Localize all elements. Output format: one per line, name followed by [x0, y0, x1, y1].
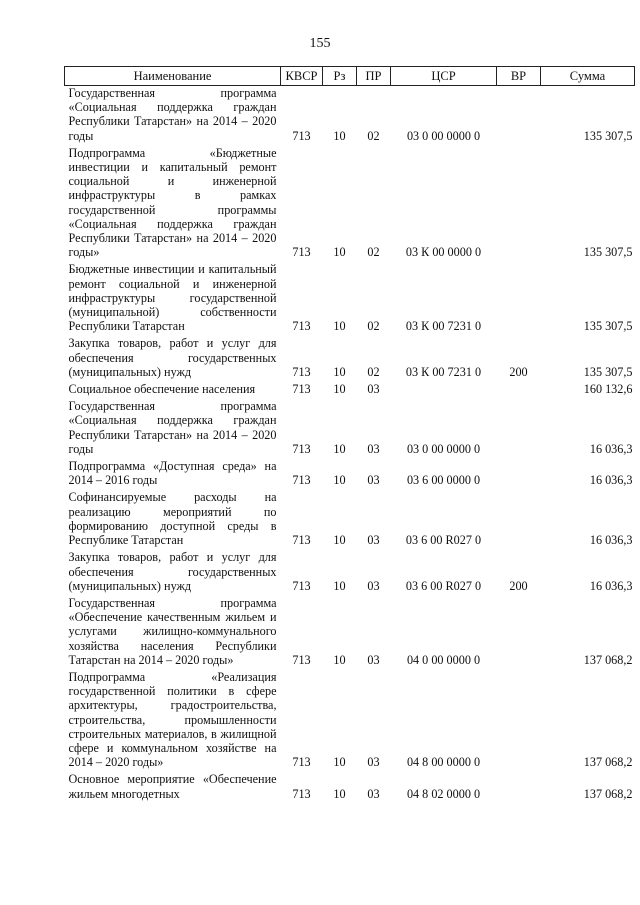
row-csr: 04 8 00 0000 0	[406, 755, 481, 770]
row-vr	[497, 670, 541, 772]
row-sum: 16 036,3	[589, 578, 633, 593]
row-kvsr: 713	[292, 441, 311, 456]
row-rz: 10	[333, 533, 346, 548]
row-vr	[497, 382, 541, 399]
row-vr	[497, 262, 541, 336]
row-rz: 10	[333, 382, 346, 397]
row-name: Закупка товаров, работ и услуг для обеспечения государственных (муниципальных) нужд	[68, 336, 277, 379]
header-sum: Сумма	[541, 67, 635, 86]
row-vr	[497, 86, 541, 146]
row-pr: 03	[367, 578, 380, 593]
row-rz: 10	[333, 441, 346, 456]
header-vr: ВР	[497, 67, 541, 86]
table-row	[65, 262, 635, 336]
row-sum: 135 307,5	[583, 319, 633, 334]
row-rz: 10	[333, 473, 346, 488]
row-sum: 135 307,5	[583, 128, 633, 143]
row-kvsr: 713	[292, 245, 311, 260]
row-name: Подпрограмма «Доступная среда» на 2014 – 2016 годы	[68, 459, 277, 488]
page-number: 155	[309, 36, 331, 51]
table-row	[65, 596, 635, 670]
row-kvsr: 713	[292, 473, 311, 488]
row-name: Софинансируемые расходы на реализацию мероприятий по формированию доступной среды в Республике Татарстан	[68, 490, 277, 548]
row-name: Социальное обеспечение населения	[68, 382, 256, 397]
row-pr: 03	[367, 473, 380, 488]
row-sum: 137 068,2	[583, 786, 633, 801]
row-csr: 03 К 00 0000 0	[405, 245, 482, 260]
table-header	[65, 67, 635, 86]
table-row	[65, 382, 635, 399]
row-rz: 10	[333, 755, 346, 770]
row-sum: 137 068,2	[583, 755, 633, 770]
row-vr: 200	[509, 364, 528, 379]
row-csr	[391, 382, 497, 399]
row-name: Государственная программа «Социальная поддержка граждан Республики Татарстан» на 2014 – 2020 годы	[68, 86, 277, 143]
table-row	[65, 336, 635, 382]
row-kvsr: 713	[292, 128, 311, 143]
row-csr: 03 6 00 R027 0	[405, 533, 482, 548]
row-sum: 137 068,2	[583, 652, 633, 667]
row-sum: 16 036,3	[589, 533, 633, 548]
row-csr: 03 6 00 R027 0	[405, 578, 482, 593]
header-name: Наименование	[65, 67, 281, 86]
row-vr	[497, 490, 541, 550]
row-pr: 03	[367, 786, 380, 801]
row-csr: 04 8 02 0000 0	[406, 786, 481, 801]
row-kvsr: 713	[292, 382, 311, 397]
row-vr	[497, 399, 541, 459]
header-csr: ЦСР	[391, 67, 497, 86]
row-vr	[497, 146, 541, 263]
row-csr: 03 0 00 0000 0	[406, 441, 481, 456]
row-vr	[497, 596, 541, 670]
row-kvsr: 713	[292, 578, 311, 593]
row-pr: 03	[367, 533, 380, 548]
row-name: Бюджетные инвестиции и капитальный ремонт социальной и инженерной инфраструктуры государственной (муниципальной) собственности Республики Татарстан	[68, 262, 277, 334]
row-csr: 04 0 00 0000 0	[406, 652, 481, 667]
row-csr: 03 К 00 7231 0	[405, 319, 482, 334]
row-vr	[497, 772, 541, 803]
row-sum: 16 036,3	[589, 441, 633, 456]
row-pr: 03	[367, 382, 380, 397]
header-pr: ПР	[357, 67, 391, 86]
row-kvsr: 713	[292, 786, 311, 801]
table-row	[65, 550, 635, 596]
row-rz: 10	[333, 578, 346, 593]
table-row	[65, 86, 635, 146]
row-csr: 03 0 00 0000 0	[406, 128, 481, 143]
row-pr: 02	[367, 128, 380, 143]
row-sum: 160 132,6	[583, 382, 633, 397]
row-pr: 03	[367, 755, 380, 770]
table-row	[65, 670, 635, 772]
table-row	[65, 146, 635, 263]
row-pr: 03	[367, 652, 380, 667]
row-pr: 02	[367, 364, 380, 379]
row-name: Подпрограмма «Бюджетные инвестиции и капитальный ремонт социальной и инженерной инфраструктуры в рамках государственной программы «Социальная поддержка граждан Республики Татарстан» на 2014 – 2020 годы»	[68, 145, 277, 260]
row-kvsr: 713	[292, 755, 311, 770]
row-rz: 10	[333, 364, 346, 379]
row-sum: 135 307,5	[583, 245, 633, 260]
row-rz: 10	[333, 128, 346, 143]
row-rz: 10	[333, 319, 346, 334]
row-sum: 135 307,5	[583, 364, 633, 379]
table-row	[65, 772, 635, 803]
row-csr: 03 К 00 7231 0	[405, 364, 482, 379]
row-pr: 02	[367, 319, 380, 334]
row-pr: 03	[367, 441, 380, 456]
row-name: Основное мероприятие «Обеспечение жильем многодетных	[68, 772, 277, 801]
row-sum: 16 036,3	[589, 473, 633, 488]
table-row	[65, 459, 635, 490]
row-kvsr: 713	[292, 652, 311, 667]
row-kvsr: 713	[292, 533, 311, 548]
budget-table	[64, 66, 635, 804]
row-name: Подпрограмма «Реализация государственной политики в сфере архитектуры, градостроительства, строительства, промышленности строительных материалов, в жилищной сфере и коммунальном хозяйстве на 2014 – 2020 годы»	[68, 669, 277, 770]
row-name: Государственная программа «Социальная поддержка граждан Республики Татарстан» на 2014 – 2020 годы	[68, 399, 277, 456]
table-row	[65, 399, 635, 459]
header-kvsr: КВСР	[281, 67, 323, 86]
row-rz: 10	[333, 786, 346, 801]
row-pr: 02	[367, 245, 380, 260]
row-kvsr: 713	[292, 319, 311, 334]
header-rz: Рз	[323, 67, 357, 86]
row-rz: 10	[333, 245, 346, 260]
table-row	[65, 490, 635, 550]
row-name: Государственная программа «Обеспечение качественным жильем и услугами жилищно-коммунального хозяйства населения Республики Татарстан на 2014 – 2020 годы»	[68, 595, 277, 667]
row-name: Закупка товаров, работ и услуг для обеспечения государственных (муниципальных) нужд	[68, 550, 277, 593]
table-body	[65, 86, 635, 804]
row-vr: 200	[509, 578, 528, 593]
row-rz: 10	[333, 652, 346, 667]
row-kvsr: 713	[292, 364, 311, 379]
row-vr	[497, 459, 541, 490]
row-csr: 03 6 00 0000 0	[406, 473, 481, 488]
